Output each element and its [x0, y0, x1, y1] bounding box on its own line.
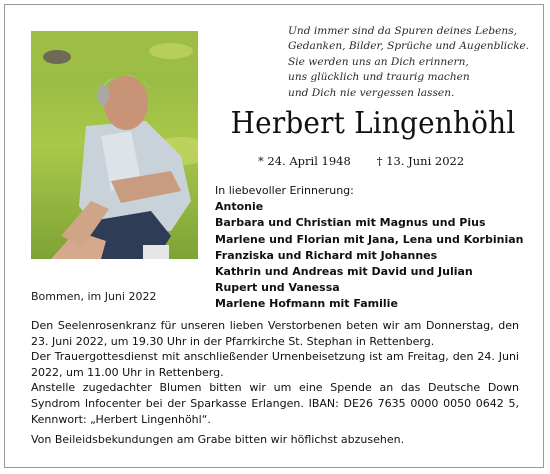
mourners-list	[215, 183, 523, 313]
mourner-row: Marlene Hofmann mit Familie	[215, 297, 398, 311]
mourner-row: Barbara und Christian mit Magnus und Pius	[215, 216, 486, 230]
funeral-paragraph: Der Trauergottesdienst mit anschließender Urnenbeisetzung ist am Freitag, den 24. Juni 2022, um 11.00 Uhr in Rettenberg.	[31, 350, 519, 379]
closing-paragraph: Von Beileidsbekundungen am Grabe bitten wir höflichst abzusehen.	[31, 433, 405, 447]
mourner-row: Antonie	[215, 200, 264, 214]
deceased-name: Herbert Lingenhöhl	[230, 106, 516, 141]
place-and-date: Bommen, im Juni 2022	[31, 290, 157, 303]
birth-date: * 24. April 1948	[258, 154, 351, 168]
mourner-row: Kathrin und Andreas mit David und Julian	[215, 265, 473, 279]
poem-line: Gedanken, Bilder, Sprüche und Augenblicke.	[288, 40, 530, 53]
life-dates	[258, 154, 464, 168]
mourner-row: Marlene und Florian mit Jana, Lena und Korbinian	[215, 232, 524, 246]
mourners-intro: In liebevoller Erinnerung:	[215, 184, 354, 197]
rosary-paragraph: Den Seelenrosenkranz für unseren lieben Verstorbenen beten wir am Donnerstag, den 23. Juni 2022, um 19.30 Uhr in der Pfarrkirche St. Stephan in Rettenberg.	[31, 319, 519, 348]
service-notice	[31, 318, 519, 448]
death-date: † 13. Juni 2022	[376, 154, 465, 168]
poem-line: Und immer sind da Spuren deines Lebens,	[288, 25, 518, 37]
portrait-photo	[31, 31, 198, 259]
donation-paragraph: Anstelle zugedachter Blumen bitten wir um eine Spende an das Deutsche Down Syndrom Infocenter bei der Sparkasse Erlangen. IBAN: DE26 7635 0000 0050 0642 5, Kennwort: „Herbert Lingenhöhl“.	[31, 381, 519, 426]
poem-line: und Dich nie vergessen lassen.	[288, 86, 455, 99]
poem	[288, 24, 546, 101]
mourner-row: Rupert und Vanessa	[215, 281, 340, 295]
poem-line: uns glücklich und traurig machen	[288, 71, 470, 84]
mourner-row: Franziska und Richard mit Johannes	[215, 248, 438, 262]
poem-line: Sie werden uns an Dich erinnern,	[288, 55, 469, 68]
